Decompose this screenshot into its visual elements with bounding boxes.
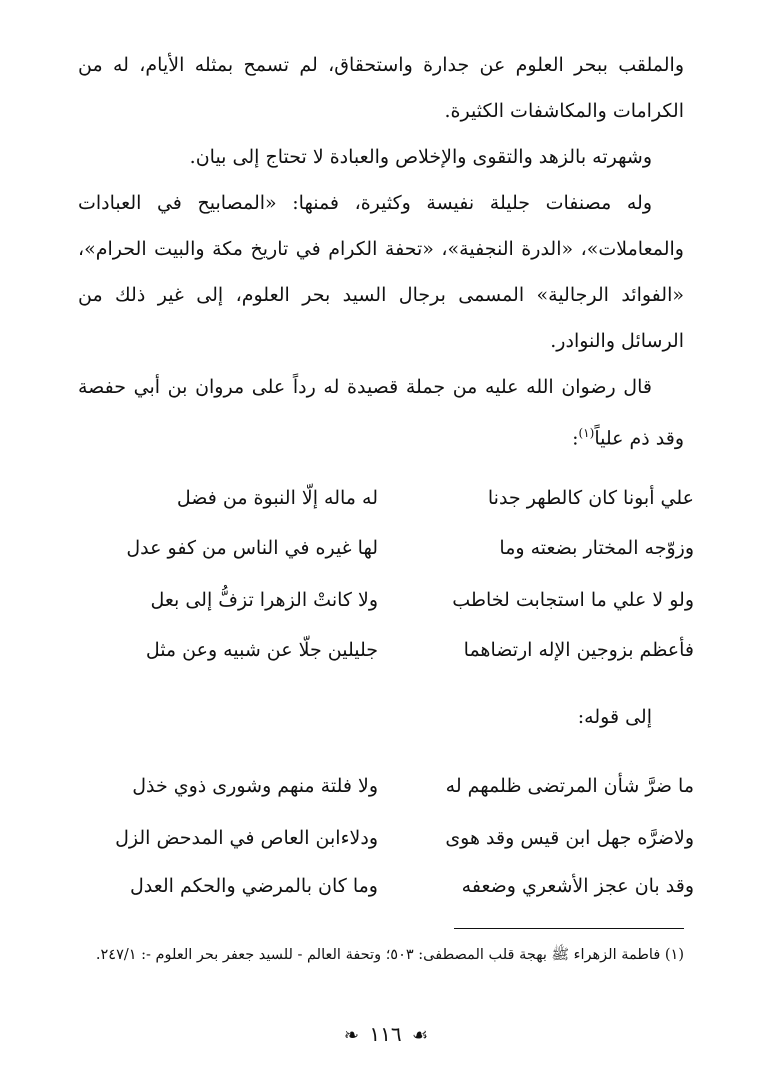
verse-second-hemistich: ولا كانتْ الزهرا تزفُّ إلى بعل xyxy=(150,589,378,611)
verse-first-hemistich: وزوّجه المختار بضعته وما xyxy=(499,537,694,559)
page-number: ١١٦ xyxy=(369,1022,402,1046)
paragraph-4-text: قال رضوان الله عليه من جملة قصيدة له رداً على مروان بن أبي حفصة وقد ذم علياً xyxy=(78,376,684,450)
verse-second-hemistich: ولا فلتة منهم وشورى ذوي خذل xyxy=(132,775,378,797)
verse-first-hemistich: ولاضرَّه جهل ابن قيس وقد هوى xyxy=(445,827,694,849)
verse-first-hemistich: ما ضرَّ شأن المرتضى ظلمهم له xyxy=(445,775,694,797)
verse-second-hemistich: لها غيره في الناس من كفو عدل xyxy=(126,537,378,559)
verse-second-hemistich: وما كان بالمرضي والحكم العدل xyxy=(129,875,378,897)
footnote-marker: (١) xyxy=(578,426,595,440)
verse-first-hemistich: وقد بان عجز الأشعري وضعفه xyxy=(461,875,694,897)
verse-second-hemistich: جليلين جلّا عن شبيه وعن مثل xyxy=(145,639,378,661)
verse-row xyxy=(78,866,694,906)
transition-line: إلى قوله: xyxy=(577,706,652,728)
paragraph-3: وله مصنفات جليلة نفيسة وكثيرة، فمنها: «المصابيح في العبادات والمعاملات»، «الدرة النجفية»، «تحفة الكرام في تاريخ مكة والبيت الحرام»، «الفوائد الرجالية» المسمى برجال السيد بحر العلوم، إلى غير ذلك من الرسائل والنوادر. xyxy=(78,192,684,352)
verse-row xyxy=(78,766,694,806)
verse-row xyxy=(78,580,694,620)
verse-row xyxy=(78,818,694,858)
paragraph-1: والملقب ببحر العلوم عن جدارة واستحقاق، لم تسمح بمثله الأيام، له من الكرامات والمكاشفات الكثيرة. xyxy=(78,54,684,122)
left-ornament-icon: ❧ xyxy=(343,1025,359,1046)
verse-first-hemistich: علي أبونا كان كالطهر جدنا xyxy=(487,487,694,509)
paragraph-4-colon: : xyxy=(572,427,579,450)
footnote: (١) فاطمة الزهراء ﷺ بهجة قلب المصطفى: ٥٠٣؛ وتحفة العالم - للسيد جعفر بحر العلوم -: ٢٤٧/١. xyxy=(95,947,684,963)
right-ornament-icon: ☙ xyxy=(411,1025,429,1046)
verse-row xyxy=(78,630,694,670)
paragraph-4 xyxy=(78,364,684,461)
verse-row xyxy=(78,528,694,568)
verse-row xyxy=(78,478,694,518)
verse-second-hemistich: ودلاءابن العاص في المدحض الزل xyxy=(115,827,378,849)
verse-first-hemistich: ولو لا علي ما استجابت لخاطب xyxy=(452,589,694,611)
verse-second-hemistich: له ماله إلّا النبوة من فضل xyxy=(176,487,378,509)
page-number-block xyxy=(0,1022,772,1046)
paragraph-2: وشهرته بالزهد والتقوى والإخلاص والعبادة لا تحتاج إلى بيان. xyxy=(189,146,652,168)
verse-first-hemistich: فأعظم بزوجين الإله ارتضاهما xyxy=(463,639,694,661)
footnote-separator xyxy=(454,928,684,929)
